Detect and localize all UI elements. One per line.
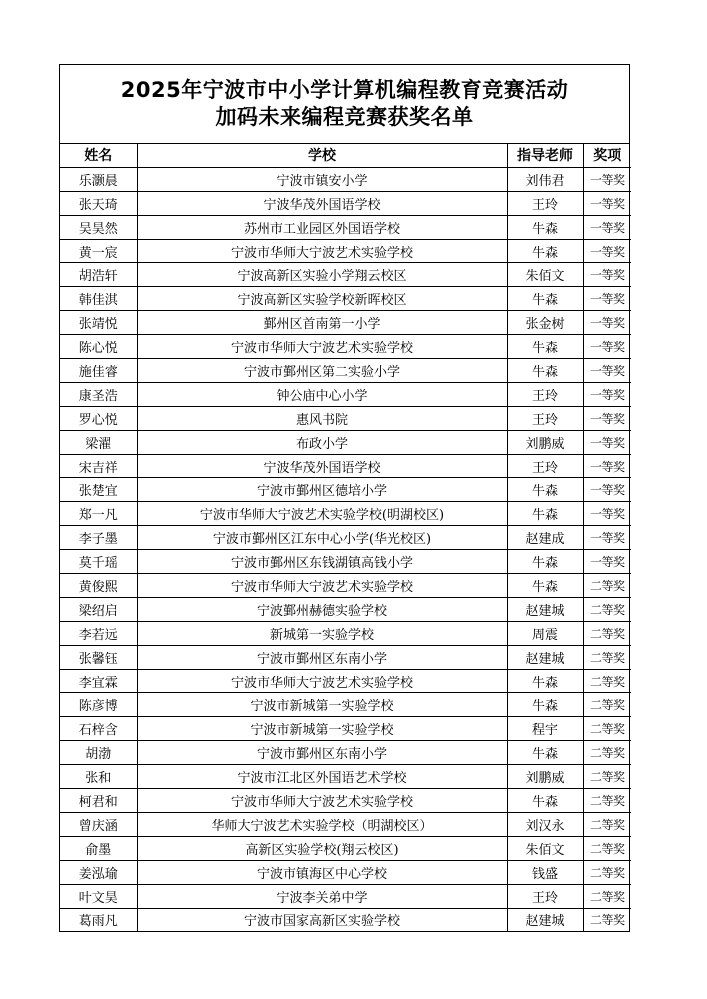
cell-award: 二等奖 xyxy=(583,836,631,860)
cell-award: 二等奖 xyxy=(583,741,631,765)
cell-teacher: 王玲 xyxy=(507,191,583,215)
table-row xyxy=(60,311,631,335)
cell-teacher: 牛森 xyxy=(507,215,583,239)
cell-teacher: 牛森 xyxy=(507,478,583,502)
cell-award: 二等奖 xyxy=(583,765,631,789)
cell-school: 宁波市国家高新区实验学校 xyxy=(137,908,507,931)
table-row xyxy=(60,406,631,430)
cell-award: 二等奖 xyxy=(583,597,631,621)
cell-teacher: 刘伟君 xyxy=(507,167,583,191)
table-row xyxy=(60,526,631,550)
cell-name: 罗心悦 xyxy=(60,406,137,430)
table-row xyxy=(60,239,631,263)
cell-award: 一等奖 xyxy=(583,167,631,191)
cell-teacher: 牛森 xyxy=(507,550,583,574)
cell-teacher: 王玲 xyxy=(507,454,583,478)
table-row xyxy=(60,621,631,645)
cell-school: 鄞州区首南第一小学 xyxy=(137,311,507,335)
cell-school: 宁波市鄞州区江东中心小学(华光校区) xyxy=(137,526,507,550)
cell-name: 胡浩轩 xyxy=(60,263,137,287)
table-row xyxy=(60,765,631,789)
cell-name: 乐灏晨 xyxy=(60,167,137,191)
cell-award: 二等奖 xyxy=(583,621,631,645)
cell-teacher: 赵建城 xyxy=(507,908,583,931)
cell-name: 黄俊熙 xyxy=(60,574,137,598)
table-row xyxy=(60,812,631,836)
cell-award: 二等奖 xyxy=(583,908,631,931)
table-row xyxy=(60,717,631,741)
cell-school: 宁波市华师大宁波艺术实验学校 xyxy=(137,574,507,598)
cell-teacher: 牛森 xyxy=(507,502,583,526)
cell-teacher: 牛森 xyxy=(507,335,583,359)
cell-school: 宁波鄞州赫德实验学校 xyxy=(137,597,507,621)
cell-teacher: 王玲 xyxy=(507,406,583,430)
table-row xyxy=(60,478,631,502)
cell-award: 一等奖 xyxy=(583,191,631,215)
cell-school: 宁波高新区实验学校新晖校区 xyxy=(137,287,507,311)
table-row xyxy=(60,287,631,311)
cell-name: 叶文昊 xyxy=(60,884,137,908)
table-row xyxy=(60,645,631,669)
cell-school: 宁波市江北区外国语艺术学校 xyxy=(137,765,507,789)
cell-teacher: 赵建成 xyxy=(507,526,583,550)
table-row xyxy=(60,884,631,908)
cell-teacher: 牛森 xyxy=(507,669,583,693)
table-row xyxy=(60,215,631,239)
cell-name: 吴昊然 xyxy=(60,215,137,239)
cell-school: 宁波高新区实验小学翔云校区 xyxy=(137,263,507,287)
cell-teacher: 牛森 xyxy=(507,239,583,263)
cell-name: 张馨钰 xyxy=(60,645,137,669)
table-row xyxy=(60,359,631,383)
cell-school: 宁波市新城第一实验学校 xyxy=(137,693,507,717)
cell-school: 宁波华茂外国语学校 xyxy=(137,191,507,215)
cell-name: 柯君和 xyxy=(60,789,137,813)
cell-award: 二等奖 xyxy=(583,693,631,717)
cell-award: 一等奖 xyxy=(583,359,631,383)
cell-school: 宁波市镇安小学 xyxy=(137,167,507,191)
cell-school: 宁波市鄞州区德培小学 xyxy=(137,478,507,502)
cell-name: 张天琦 xyxy=(60,191,137,215)
table-row xyxy=(60,574,631,598)
cell-award: 一等奖 xyxy=(583,239,631,263)
cell-teacher: 周震 xyxy=(507,621,583,645)
cell-teacher: 刘汉永 xyxy=(507,812,583,836)
cell-school: 宁波市华师大宁波艺术实验学校 xyxy=(137,239,507,263)
cell-name: 韩佳淇 xyxy=(60,287,137,311)
award-table xyxy=(60,144,631,931)
cell-teacher: 程宇 xyxy=(507,717,583,741)
cell-name: 张楚宜 xyxy=(60,478,137,502)
cell-name: 李子墨 xyxy=(60,526,137,550)
cell-name: 宋吉祥 xyxy=(60,454,137,478)
cell-school: 华师大宁波艺术实验学校（明湖校区） xyxy=(137,812,507,836)
column-header-school: 学校 xyxy=(137,144,507,167)
cell-name: 李若远 xyxy=(60,621,137,645)
table-row xyxy=(60,430,631,454)
table-row xyxy=(60,789,631,813)
table-row xyxy=(60,908,631,931)
table-row xyxy=(60,597,631,621)
cell-school: 宁波市华师大宁波艺术实验学校 xyxy=(137,789,507,813)
document-title xyxy=(60,65,629,144)
cell-teacher: 钱盛 xyxy=(507,860,583,884)
cell-award: 一等奖 xyxy=(583,430,631,454)
cell-teacher: 朱佰文 xyxy=(507,836,583,860)
cell-school: 宁波市华师大宁波艺术实验学校(明湖校区) xyxy=(137,502,507,526)
table-row xyxy=(60,191,631,215)
cell-award: 一等奖 xyxy=(583,502,631,526)
cell-award: 二等奖 xyxy=(583,574,631,598)
cell-school: 宁波华茂外国语学校 xyxy=(137,454,507,478)
cell-award: 一等奖 xyxy=(583,406,631,430)
table-row xyxy=(60,693,631,717)
cell-award: 一等奖 xyxy=(583,263,631,287)
cell-name: 曾庆涵 xyxy=(60,812,137,836)
cell-teacher: 朱佰文 xyxy=(507,263,583,287)
cell-school: 布政小学 xyxy=(137,430,507,454)
cell-award: 一等奖 xyxy=(583,526,631,550)
cell-teacher: 牛森 xyxy=(507,693,583,717)
table-row xyxy=(60,454,631,478)
table-row xyxy=(60,335,631,359)
cell-teacher: 赵建城 xyxy=(507,597,583,621)
cell-teacher: 刘鹏威 xyxy=(507,430,583,454)
cell-school: 宁波市华师大宁波艺术实验学校 xyxy=(137,669,507,693)
cell-teacher: 牛森 xyxy=(507,789,583,813)
cell-teacher: 牛森 xyxy=(507,287,583,311)
cell-award: 二等奖 xyxy=(583,812,631,836)
cell-award: 一等奖 xyxy=(583,382,631,406)
cell-name: 张靖悦 xyxy=(60,311,137,335)
award-list-sheet xyxy=(59,64,630,932)
cell-award: 一等奖 xyxy=(583,287,631,311)
cell-name: 姜泓瑜 xyxy=(60,860,137,884)
cell-name: 施佳睿 xyxy=(60,359,137,383)
cell-teacher: 王玲 xyxy=(507,884,583,908)
cell-award: 二等奖 xyxy=(583,669,631,693)
cell-teacher: 牛森 xyxy=(507,359,583,383)
table-row xyxy=(60,382,631,406)
cell-name: 张和 xyxy=(60,765,137,789)
title-line-2: 加码未来编程竞赛获奖名单 xyxy=(215,105,474,129)
cell-name: 陈彦博 xyxy=(60,693,137,717)
cell-teacher: 牛森 xyxy=(507,741,583,765)
cell-name: 梁绍启 xyxy=(60,597,137,621)
cell-award: 二等奖 xyxy=(583,789,631,813)
cell-name: 陈心悦 xyxy=(60,335,137,359)
cell-school: 宁波市新城第一实验学校 xyxy=(137,717,507,741)
cell-award: 一等奖 xyxy=(583,550,631,574)
cell-name: 康圣浩 xyxy=(60,382,137,406)
table-row xyxy=(60,502,631,526)
table-row xyxy=(60,550,631,574)
cell-teacher: 王玲 xyxy=(507,382,583,406)
title-line-1: 2025年宁波市中小学计算机编程教育竞赛活动 xyxy=(120,78,569,102)
cell-name: 胡渤 xyxy=(60,741,137,765)
cell-school: 宁波市镇海区中心学校 xyxy=(137,860,507,884)
cell-school: 钟公庙中心小学 xyxy=(137,382,507,406)
cell-school: 宁波李关弟中学 xyxy=(137,884,507,908)
column-header-teacher: 指导老师 xyxy=(507,144,583,167)
cell-school: 高新区实验学校(翔云校区) xyxy=(137,836,507,860)
cell-award: 二等奖 xyxy=(583,860,631,884)
table-row xyxy=(60,669,631,693)
cell-name: 葛雨凡 xyxy=(60,908,137,931)
cell-name: 郑一凡 xyxy=(60,502,137,526)
cell-award: 一等奖 xyxy=(583,311,631,335)
cell-name: 石梓含 xyxy=(60,717,137,741)
cell-award: 二等奖 xyxy=(583,645,631,669)
cell-award: 一等奖 xyxy=(583,454,631,478)
cell-name: 梁濯 xyxy=(60,430,137,454)
cell-school: 新城第一实验学校 xyxy=(137,621,507,645)
cell-school: 苏州市工业园区外国语学校 xyxy=(137,215,507,239)
table-row xyxy=(60,836,631,860)
table-row xyxy=(60,263,631,287)
cell-name: 俞墨 xyxy=(60,836,137,860)
cell-school: 宁波市鄞州区东南小学 xyxy=(137,645,507,669)
table-row xyxy=(60,741,631,765)
cell-school: 宁波市鄞州区第二实验小学 xyxy=(137,359,507,383)
cell-award: 一等奖 xyxy=(583,478,631,502)
cell-teacher: 赵建城 xyxy=(507,645,583,669)
cell-teacher: 刘鹏威 xyxy=(507,765,583,789)
cell-award: 一等奖 xyxy=(583,335,631,359)
cell-school: 宁波市华师大宁波艺术实验学校 xyxy=(137,335,507,359)
column-header-name: 姓名 xyxy=(60,144,137,167)
cell-award: 一等奖 xyxy=(583,215,631,239)
cell-name: 莫千瑶 xyxy=(60,550,137,574)
table-row xyxy=(60,860,631,884)
cell-name: 黄一宸 xyxy=(60,239,137,263)
cell-name: 李宜霖 xyxy=(60,669,137,693)
cell-school: 惠风书院 xyxy=(137,406,507,430)
cell-school: 宁波市鄞州区东钱湖镇高钱小学 xyxy=(137,550,507,574)
cell-teacher: 张金树 xyxy=(507,311,583,335)
cell-award: 二等奖 xyxy=(583,717,631,741)
cell-school: 宁波市鄞州区东南小学 xyxy=(137,741,507,765)
cell-teacher: 牛森 xyxy=(507,574,583,598)
table-row xyxy=(60,167,631,191)
column-header-award: 奖项 xyxy=(583,144,631,167)
table-header-row xyxy=(60,144,631,167)
cell-award: 二等奖 xyxy=(583,884,631,908)
